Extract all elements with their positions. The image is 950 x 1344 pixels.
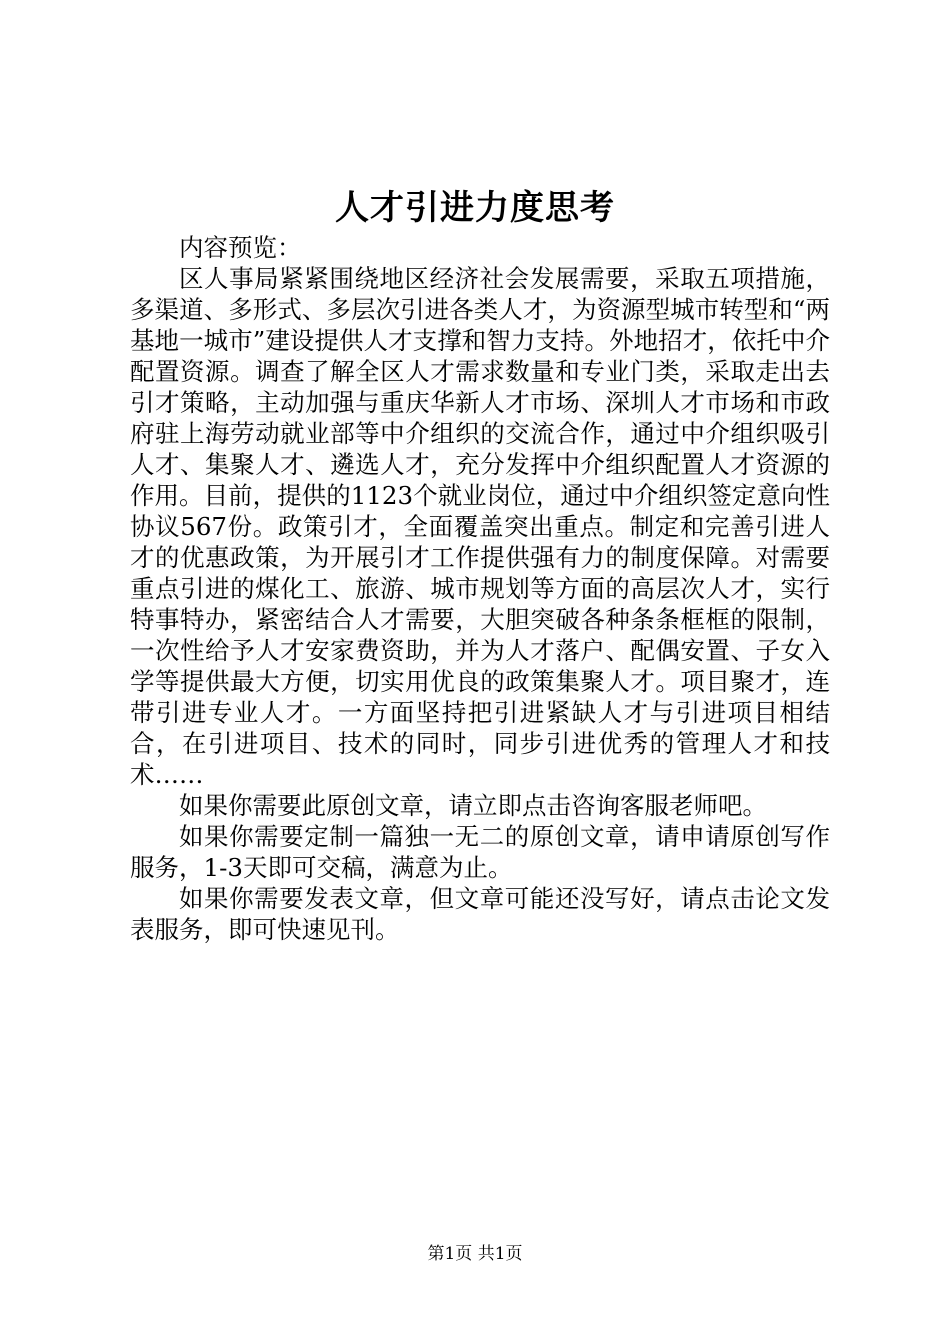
body-paragraph: 区人事局紧紧围绕地区经济社会发展需要，采取五项措施，多渠道、多形式、多层次引进各类人才，为资源型城市转型和“两基地一城市”建设提供人才支撑和智力支持。外地招才，依托中介配置资源。调查了解全区人才需求数量和专业门类，采取走出去引才策略，主动加强与重庆华新人才市场、深圳人才市场和市政府驻上海劳动就业部等中介组织的交流合作，通过中介组织吸引人才、集聚人才、遴选人才，充分发挥中介组织配置人才资源的作用。目前，提供的1123个就业岗位，通过中介组织签定意向性协议567份。政策引才，全面覆盖突出重点。制定和完善引进人才的优惠政策，为开展引才工作提供强有力的制度保障。对需要重点引进的煤化工、旅游、城市规划等方面的高层次人才，实行特事特办，紧密结合人才需要，大胆突破各种条条框框的限制，一次性给予人才安家费资助，并为人才落户、配偶安置、子女入学等提供最大方便，切实用优良的政策集聚人才。项目聚才，连带引进专业人才。一方面坚持把引进紧缺人才与引进项目相结合，在引进项目、技术的同时，同步引进优秀的管理人才和技术…… [130,264,830,789]
notice-publishing: 如果你需要发表文章，但文章可能还没写好，请点击论文发表服务，即可快速见刊。 [130,884,830,944]
preview-label: 内容预览： [179,233,302,262]
page-footer: 第1页 共1页 [427,1244,523,1264]
notice-custom-writing: 如果你需要定制一篇独一无二的原创文章，请申请原创写作服务，1-3天即可交稿，满意为止。 [130,822,830,882]
notice-consult: 如果你需要此原创文章，请立即点击咨询客服老师吧。 [179,791,767,820]
document-content [130,232,830,945]
document-title: 人才引进力度思考 [335,188,615,228]
